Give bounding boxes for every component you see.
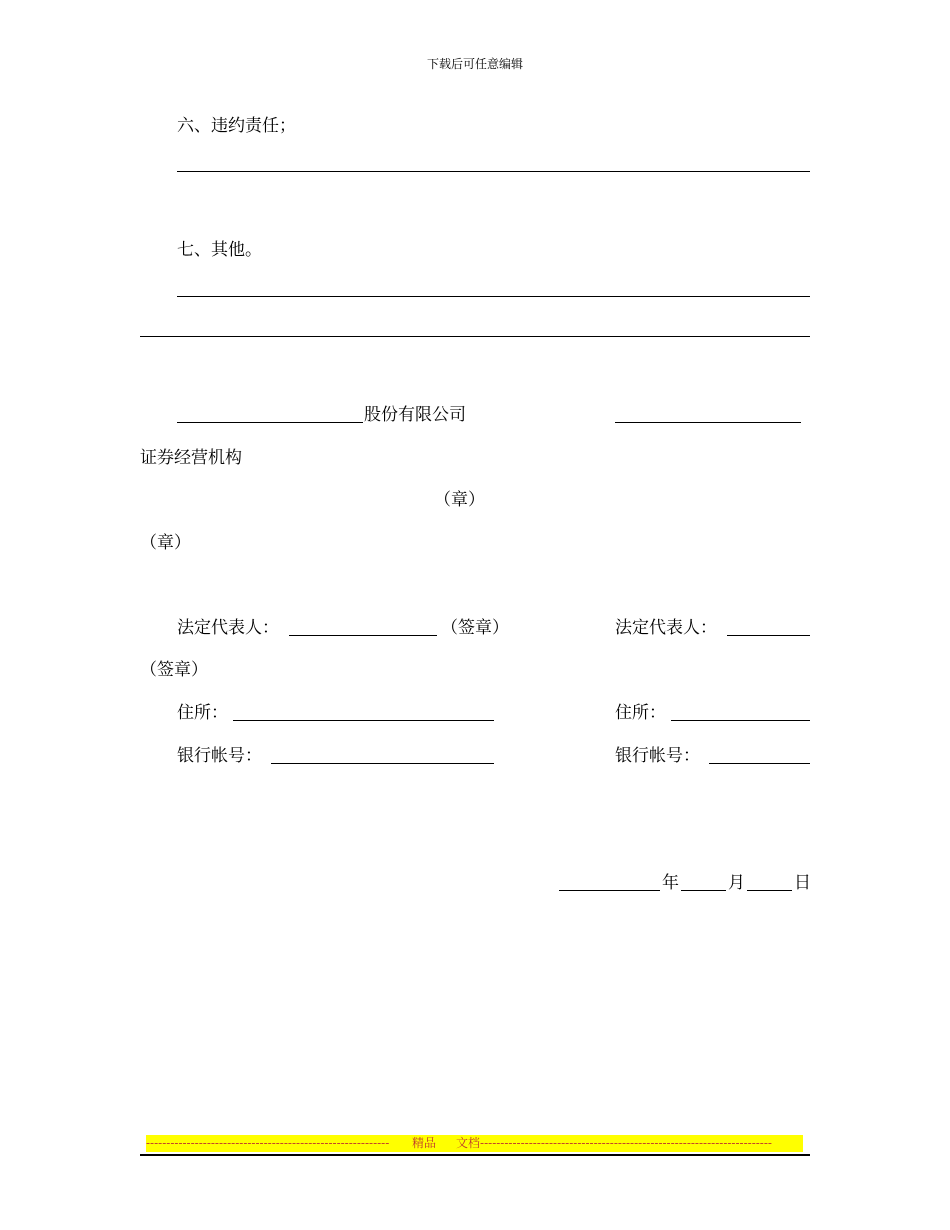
party-a-bank-label: 银行帐号： — [177, 746, 262, 766]
section-6-heading: 六、违约责任； — [177, 116, 296, 136]
party-a-address-blank — [233, 720, 494, 721]
org-name-blank — [615, 422, 801, 423]
page-header-note: 下载后可任意编辑 — [426, 57, 523, 71]
party-b-address-label: 住所： — [615, 703, 666, 723]
party-a-address-label: 住所： — [177, 703, 228, 723]
date-day-label: 日 — [794, 873, 811, 893]
footer-label-1: 精品 — [412, 1136, 437, 1150]
section-7-heading: 七、其他。 — [177, 240, 262, 260]
party-a-legal-rep-label: 法定代表人： — [177, 618, 279, 638]
date-month-blank — [681, 890, 726, 891]
section-6-fill-line — [177, 171, 810, 172]
date-month-label: 月 — [728, 873, 745, 893]
date-day-blank — [747, 890, 792, 891]
party-b-legal-rep-label: 法定代表人： — [615, 618, 717, 638]
party-b-bank-label: 银行帐号： — [615, 746, 700, 766]
footer-banner — [146, 1135, 803, 1152]
party-b-seal: （章） — [140, 533, 191, 553]
party-b-address-blank — [671, 720, 810, 721]
footer-label-2: 文档 — [456, 1136, 481, 1150]
party-b-bank-blank — [709, 763, 810, 764]
date-year-blank — [559, 890, 660, 891]
party-a-seal: （章） — [434, 490, 485, 510]
party-a-sign-seal: （签章） — [441, 618, 509, 638]
party-b-sign-seal: （签章） — [140, 660, 208, 680]
party-b-legal-rep-blank — [727, 635, 810, 636]
party-a-bank-blank — [271, 763, 494, 764]
company-name-blank — [177, 422, 363, 423]
section-7-fill-line-2 — [140, 336, 810, 337]
date-year-label: 年 — [662, 873, 679, 893]
footer-right-dashes: ------------------------------------------------------------------------ — [480, 1136, 772, 1150]
securities-org-label: 证券经营机构 — [140, 448, 242, 468]
footer-rule — [140, 1154, 810, 1156]
section-7-fill-line-1 — [177, 296, 810, 297]
party-a-legal-rep-blank — [289, 635, 437, 636]
footer-left-dashes: ------------------------------------------------------------ — [146, 1136, 390, 1150]
company-suffix: 股份有限公司 — [364, 405, 466, 425]
